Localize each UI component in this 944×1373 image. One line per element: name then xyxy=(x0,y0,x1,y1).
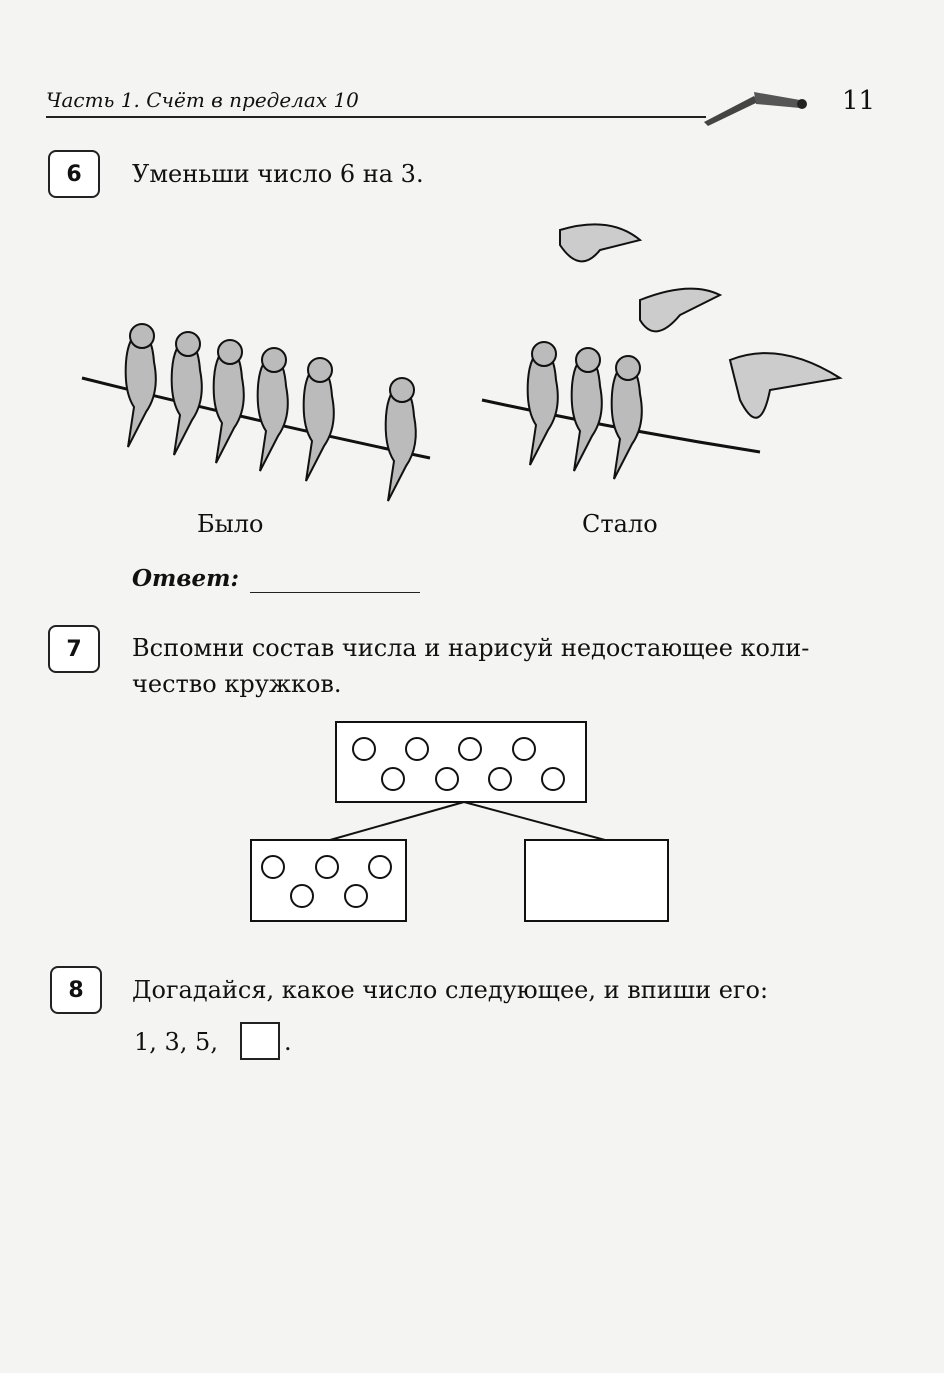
counter-circle xyxy=(316,856,338,878)
counter-circle xyxy=(353,738,375,760)
right-part-box[interactable] xyxy=(525,840,668,921)
page-number: 11 xyxy=(842,86,876,116)
caption-before: Было xyxy=(197,510,264,538)
section-title: Часть 1. Счёт в пределах 10 xyxy=(46,88,359,112)
header-rule xyxy=(46,116,706,118)
answer-box[interactable] xyxy=(240,1022,280,1060)
task-8-text: Догадайся, какое число следующее, и впиши его: xyxy=(132,976,769,1004)
task-number-8: 8 xyxy=(50,966,102,1014)
counter-circle xyxy=(406,738,428,760)
counter-circle xyxy=(291,885,313,907)
answer-label: Ответ: xyxy=(132,565,239,592)
task-number-6: 6 xyxy=(48,150,100,198)
sequence-end: . xyxy=(284,1028,292,1056)
left-part-box xyxy=(251,840,406,921)
task-number-7: 7 xyxy=(48,625,100,673)
counter-circle xyxy=(459,738,481,760)
sequence-text: 1, 3, 5, xyxy=(134,1028,218,1056)
caption-after: Стало xyxy=(582,510,658,538)
counter-circle xyxy=(262,856,284,878)
counter-circle xyxy=(436,768,458,790)
task-7-text-line1: Вспомни состав числа и нарисуй недостающее коли- xyxy=(132,634,810,662)
counter-circle xyxy=(345,885,367,907)
task-7-text-line2: чество кружков. xyxy=(132,670,342,698)
counter-circle xyxy=(369,856,391,878)
counter-circle xyxy=(382,768,404,790)
counter-circle xyxy=(542,768,564,790)
counter-circle xyxy=(513,738,535,760)
task-6-text: Уменьши число 6 на 3. xyxy=(132,160,424,188)
answer-field[interactable] xyxy=(250,592,420,593)
counter-circle xyxy=(489,768,511,790)
